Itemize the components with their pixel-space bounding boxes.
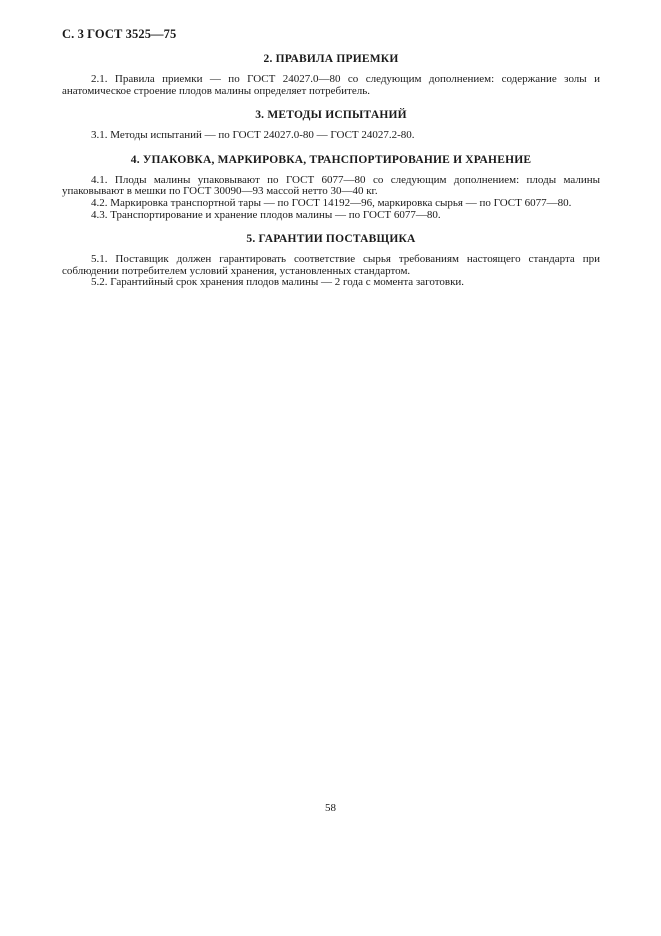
section-test-methods	[62, 108, 600, 142]
paragraph-4-3: 4.3. Транспортирование и хранение плодов малины — по ГОСТ 6077—80.	[91, 208, 441, 221]
section-packaging-marking-transport-storage	[62, 153, 600, 221]
paragraph-4-1: 4.1. Плоды малины упаковывают по ГОСТ 6077—80 со следующим дополнением: плоды малины упаковывают в мешки по ГОСТ 30090—93 массой нетто 30—40 кг.	[62, 173, 600, 198]
paragraph-4-2: 4.2. Маркировка транспортной тары — по ГОСТ 14192—96, маркировка сырья — по ГОСТ 6077—80.	[91, 196, 572, 209]
running-head: С. 3 ГОСТ 3525—75	[62, 27, 177, 41]
section-supplier-guarantees	[62, 232, 600, 289]
paragraph-5-1: 5.1. Поставщик должен гарантировать соответствие сырья требованиям настоящего стандарта при соблюдении потребителем условий хранения, установленных стандартом.	[62, 253, 600, 277]
paragraph-2-1: 2.1. Правила приемки — по ГОСТ 24027.0—80 со следующим дополнением: содержание золы и анатомическое строение плодов малины определяет потребитель.	[62, 73, 600, 97]
section-title: 3. МЕТОДЫ ИСПЫТАНИЙ	[255, 109, 407, 122]
paragraph-5-2: 5.2. Гарантийный срок хранения плодов малины — 2 года с момента заготовки.	[91, 276, 465, 289]
document-body	[62, 52, 600, 300]
section-title: 5. ГАРАНТИИ ПОСТАВЩИКА	[246, 233, 416, 246]
section-title: 2. ПРАВИЛА ПРИЕМКИ	[263, 53, 399, 65]
page-number: 58	[325, 802, 336, 814]
paragraph-3-1: 3.1. Методы испытаний — по ГОСТ 24027.0-80 — ГОСТ 24027.2-80.	[91, 129, 415, 142]
section-title: 4. УПАКОВКА, МАРКИРОВКА, ТРАНСПОРТИРОВАНИЕ И ХРАНЕНИЕ	[130, 153, 532, 166]
section-acceptance-rules	[62, 52, 600, 97]
